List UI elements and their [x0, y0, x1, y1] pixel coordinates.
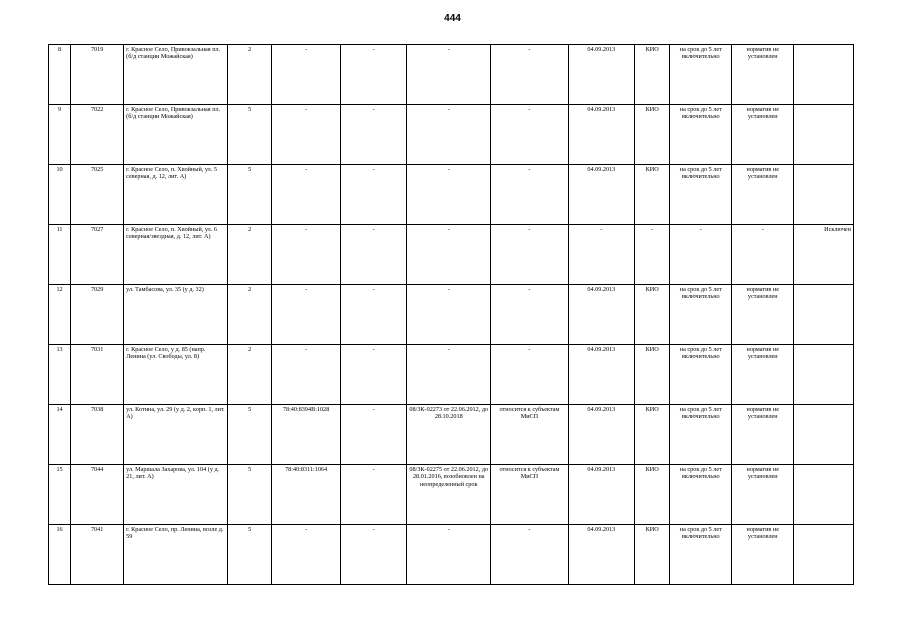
- org-cell: КИО: [634, 285, 669, 345]
- term-cell: на срок до 5 лет включительно: [670, 405, 732, 465]
- cadastral-number-cell: -: [272, 105, 341, 165]
- norm-cell: норматив не установлен: [732, 45, 794, 105]
- permit-cell: -: [407, 345, 491, 405]
- note-cell: [794, 525, 854, 585]
- extra-cell: -: [340, 105, 406, 165]
- permit-cell: -: [407, 525, 491, 585]
- norm-cell: норматив не установлен: [732, 285, 794, 345]
- norm-cell: норматив не установлен: [732, 165, 794, 225]
- row-number-cell: 10: [49, 165, 71, 225]
- code-cell: 7031: [71, 345, 124, 405]
- note-cell: [794, 45, 854, 105]
- norm-cell: норматив не установлен: [732, 465, 794, 525]
- org-cell: КИО: [634, 165, 669, 225]
- cadastral-number-cell: 78:40:8394В:1028: [272, 405, 341, 465]
- row-number-cell: 9: [49, 105, 71, 165]
- org-cell: КИО: [634, 465, 669, 525]
- date-cell: 04.09.2013: [568, 285, 634, 345]
- address-cell: г. Красное Село, пр. Ленина, возле д. 59: [124, 525, 228, 585]
- code-cell: 7022: [71, 105, 124, 165]
- cadastral-number-cell: -: [272, 285, 341, 345]
- count-cell: 5: [228, 105, 272, 165]
- extra-cell: -: [340, 405, 406, 465]
- table-row: [49, 225, 854, 285]
- row-number-cell: 16: [49, 525, 71, 585]
- permit-cell: -: [407, 45, 491, 105]
- norm-cell: -: [732, 225, 794, 285]
- term-cell: на срок до 5 лет включительно: [670, 105, 732, 165]
- subject-cell: -: [491, 225, 568, 285]
- code-cell: 7029: [71, 285, 124, 345]
- address-cell: г. Красное Село, у д. 85 (напр. Ленина (ул. Свободы, ул. 8): [124, 345, 228, 405]
- cadastral-number-cell: -: [272, 45, 341, 105]
- cadastral-number-cell: -: [272, 525, 341, 585]
- cadastral-number-cell: -: [272, 345, 341, 405]
- table-body: [49, 45, 854, 585]
- count-cell: 5: [228, 525, 272, 585]
- row-number-cell: 13: [49, 345, 71, 405]
- date-cell: 04.09.2013: [568, 345, 634, 405]
- count-cell: 2: [228, 225, 272, 285]
- permit-cell: 08/ЗК-02273 от 22.06.2012, до 28.10.2018: [407, 405, 491, 465]
- extra-cell: -: [340, 45, 406, 105]
- norm-cell: норматив не установлен: [732, 405, 794, 465]
- subject-cell: -: [491, 105, 568, 165]
- register-table: [48, 44, 854, 585]
- code-cell: 7025: [71, 165, 124, 225]
- term-cell: на срок до 5 лет включительно: [670, 165, 732, 225]
- term-cell: на срок до 5 лет включительно: [670, 285, 732, 345]
- code-cell: 7019: [71, 45, 124, 105]
- row-number-cell: 11: [49, 225, 71, 285]
- row-number-cell: 14: [49, 405, 71, 465]
- address-cell: ул. Маршала Захарова, ул. 104 (у д. 21, лит. А): [124, 465, 228, 525]
- permit-cell: -: [407, 105, 491, 165]
- cadastral-number-cell: -: [272, 165, 341, 225]
- date-cell: 04.09.2013: [568, 405, 634, 465]
- subject-cell: -: [491, 165, 568, 225]
- table-row: [49, 405, 854, 465]
- note-cell: [794, 165, 854, 225]
- term-cell: на срок до 5 лет включительно: [670, 45, 732, 105]
- extra-cell: -: [340, 465, 406, 525]
- extra-cell: -: [340, 225, 406, 285]
- note-cell: Исключен: [794, 225, 854, 285]
- org-cell: КИО: [634, 345, 669, 405]
- cadastral-number-cell: -: [272, 225, 341, 285]
- table-row: [49, 285, 854, 345]
- date-cell: 04.09.2013: [568, 465, 634, 525]
- norm-cell: норматив не установлен: [732, 525, 794, 585]
- cadastral-number-cell: 78:40:8311:1064: [272, 465, 341, 525]
- address-cell: ул. Тамбасова, ул. 35 (у д. 32): [124, 285, 228, 345]
- subject-cell: относится к субъектам МиСП: [491, 465, 568, 525]
- date-cell: 04.09.2013: [568, 165, 634, 225]
- term-cell: -: [670, 225, 732, 285]
- org-cell: -: [634, 225, 669, 285]
- page-number: 444: [444, 13, 461, 24]
- note-cell: [794, 405, 854, 465]
- code-cell: 7038: [71, 405, 124, 465]
- subject-cell: -: [491, 345, 568, 405]
- table-row: [49, 525, 854, 585]
- note-cell: [794, 285, 854, 345]
- term-cell: на срок до 5 лет включительно: [670, 525, 732, 585]
- address-cell: г. Красное Село, Привокзальная пл. (б/д станции Можайская): [124, 105, 228, 165]
- address-cell: г. Красное Село, Привокзальная пл. (б/д станции Можайская): [124, 45, 228, 105]
- permit-cell: -: [407, 285, 491, 345]
- norm-cell: норматив не установлен: [732, 345, 794, 405]
- table-row: [49, 165, 854, 225]
- table-row: [49, 345, 854, 405]
- norm-cell: норматив не установлен: [732, 105, 794, 165]
- subject-cell: -: [491, 45, 568, 105]
- term-cell: на срок до 5 лет включительно: [670, 345, 732, 405]
- address-cell: г. Красное Село, п. Хвойный, ул. 5 северная, д. 12, лит. А): [124, 165, 228, 225]
- table-row: [49, 105, 854, 165]
- count-cell: 5: [228, 465, 272, 525]
- permit-cell: 08/ЗК-02275 от 22.06.2012, до 28.01.2016, возобновлен на неопределенный срок: [407, 465, 491, 525]
- note-cell: [794, 105, 854, 165]
- extra-cell: -: [340, 345, 406, 405]
- count-cell: 5: [228, 405, 272, 465]
- count-cell: 2: [228, 345, 272, 405]
- org-cell: КИО: [634, 405, 669, 465]
- row-number-cell: 12: [49, 285, 71, 345]
- org-cell: КИО: [634, 525, 669, 585]
- extra-cell: -: [340, 525, 406, 585]
- count-cell: 2: [228, 45, 272, 105]
- permit-cell: -: [407, 165, 491, 225]
- extra-cell: -: [340, 165, 406, 225]
- date-cell: 04.09.2013: [568, 525, 634, 585]
- table-row: [49, 45, 854, 105]
- row-number-cell: 8: [49, 45, 71, 105]
- address-cell: ул. Котина, ул. 29 (у д. 2, корп. 1, лит. А): [124, 405, 228, 465]
- subject-cell: -: [491, 285, 568, 345]
- code-cell: 7044: [71, 465, 124, 525]
- row-number-cell: 15: [49, 465, 71, 525]
- date-cell: 04.09.2013: [568, 45, 634, 105]
- code-cell: 7027: [71, 225, 124, 285]
- extra-cell: -: [340, 285, 406, 345]
- table-row: [49, 465, 854, 525]
- date-cell: -: [568, 225, 634, 285]
- subject-cell: относится к субъектам МиСП: [491, 405, 568, 465]
- permit-cell: -: [407, 225, 491, 285]
- term-cell: на срок до 5 лет включительно: [670, 465, 732, 525]
- note-cell: [794, 345, 854, 405]
- count-cell: 2: [228, 285, 272, 345]
- count-cell: 5: [228, 165, 272, 225]
- code-cell: 7041: [71, 525, 124, 585]
- subject-cell: -: [491, 525, 568, 585]
- address-cell: г. Красное Село, п. Хвойный, ул. 6 северная/звездная, д. 12, лит. А): [124, 225, 228, 285]
- note-cell: [794, 465, 854, 525]
- org-cell: КИО: [634, 105, 669, 165]
- date-cell: 04.09.2013: [568, 105, 634, 165]
- org-cell: КИО: [634, 45, 669, 105]
